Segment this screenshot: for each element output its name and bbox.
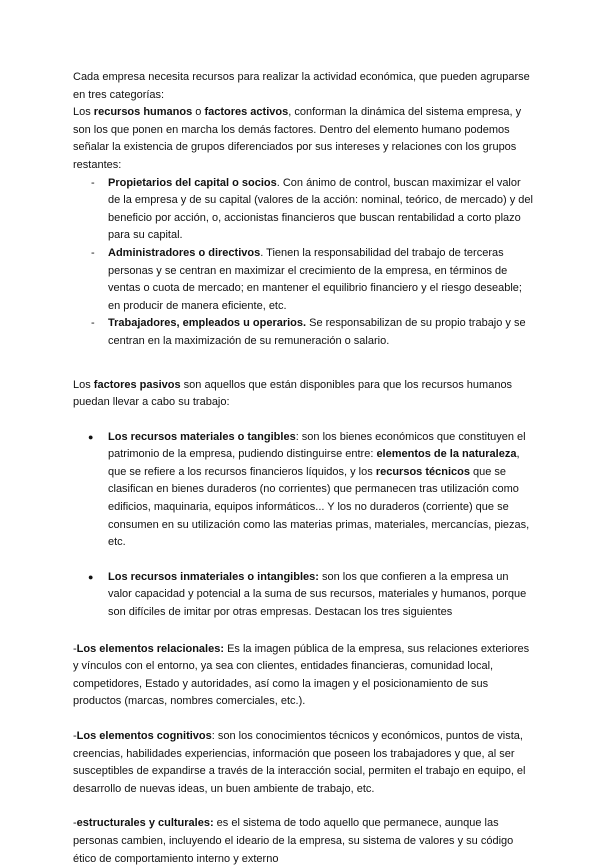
- item-text: . Con ánimo de control, buscan maximizar el valor de la empresa y de su capital (valores de la acción: nominal, teórico, de mercado) y del beneficio por acción, o, accionistas financieros que buscan rentabilidad a corto plazo para su capital.: [108, 176, 533, 242]
- text-run: Los: [73, 106, 94, 119]
- term-elementos-relacionales: Los elementos relacionales:: [76, 642, 225, 655]
- list-item-tangibles: [73, 429, 535, 552]
- item-text: , que se refiere a los recursos financieros líquidos, y los: [108, 448, 520, 478]
- text-run: o: [192, 106, 205, 119]
- intro-paragraph: Cada empresa necesita recursos para realizar la actividad económica, que pueden agruparse en tres categorías:: [73, 71, 530, 101]
- term-elementos-naturaleza: elementos de la naturaleza: [376, 448, 517, 461]
- item-title: Trabajadores, empleados u operarios.: [108, 317, 307, 330]
- item-title: Los recursos inmateriales o intangibles:: [108, 570, 319, 583]
- spacer: [73, 351, 535, 377]
- item-text: : son los bienes económicos que constituyen el patrimonio de la empresa, pudiendo distinguirse entre:: [108, 430, 526, 461]
- item-text: . Tienen la responsabilidad del trabajo de terceras personas y se centran en maximizar el crecimiento de la empresa, en términos de ventas o cuota de mercado; en mantener el equilibrio financiero y el riesgo deseable; en producir de manera eficiente, etc.: [108, 246, 522, 312]
- pasivos-list: [73, 429, 535, 622]
- culturales-paragraph: [73, 815, 535, 868]
- term-factores-pasivos: factores pasivos: [93, 378, 181, 391]
- recursos-humanos-paragraph: [73, 104, 535, 174]
- list-item-intangibles: [73, 569, 535, 622]
- item-title: Propietarios del capital o socios: [108, 176, 277, 189]
- text-run: Es la imagen pública de la empresa, sus relaciones exteriores y vínculos con el entorno, ya sea con clientes, entidades financieras, comunidad local, competidores, Estado y autoridades, así como la imagen y el posicionamiento de sus productos (marcas, nombres comerciales, etc.).: [73, 642, 530, 708]
- text-run: , conforman la dinámica del sistema empresa, y son los que ponen en marcha los demás factores. Dentro del elemento humano podemos señalar la existencia de grupos diferenciados por sus intereses y relaciones con los grupos restantes:: [73, 106, 522, 171]
- dash-marker: -: [73, 730, 77, 742]
- item-text: Se responsabilizan de su propio trabajo y se centran en la maximización de su remuneración o salario.: [108, 317, 526, 347]
- stakeholder-groups-list: [73, 175, 535, 351]
- term-recursos-humanos: recursos humanos: [93, 106, 193, 119]
- dash-marker: -: [73, 642, 77, 655]
- relacionales-paragraph: [73, 641, 535, 711]
- term-factores-activos: factores activos: [204, 106, 289, 119]
- factores-pasivos-paragraph: [73, 377, 535, 412]
- cognitivos-paragraph: [73, 728, 535, 798]
- item-text: son los que confieren a la empresa un valor capacidad y potencial a la suma de sus recursos, materiales y humanos, porque son difíciles de imitar por otras empresas. Destacan los tres siguientes: [108, 570, 527, 619]
- list-item-administradores: [73, 245, 535, 315]
- spacer: [73, 412, 535, 429]
- term-recursos-tecnicos: recursos técnicos: [375, 465, 470, 478]
- item-title: Los recursos materiales o tangibles: [108, 430, 296, 443]
- spacer: [73, 711, 535, 728]
- document-body: [73, 69, 535, 868]
- text-run: son aquellos que están disponibles para que los recursos humanos puedan llevar a cabo su trabajo:: [73, 378, 513, 409]
- item-text: que se clasifican en bienes duraderos (no corrientes) que permanecen tras utilización como edificios, maquinaria, equipos informáticos... Y los no duraderos (corriente) que se consumen en su utilización como las materias primas, materiales, mercancías, piezas, etc.: [108, 465, 530, 549]
- item-title: Administradores o directivos: [108, 246, 261, 259]
- list-item-trabajadores: [73, 315, 535, 350]
- dash-marker: -: [73, 817, 77, 830]
- list-item-propietarios: [73, 175, 535, 245]
- text-run: : son los conocimientos técnicos y económicos, puntos de vista, creencias, habilidades experiencias, información que poseen los trabajadores y que, al ser susceptibles de expandirse a través de la interacción social, permiten el trabajo en equipo, el desarrollo de nuevas ideas, un buen ambiente de trabajo, etc.: [73, 730, 526, 795]
- term-estructurales-culturales: estructurales y culturales:: [76, 817, 214, 830]
- term-elementos-cognitivos: Los elementos cognitivos: [76, 730, 212, 742]
- spacer: [73, 798, 535, 815]
- spacer: [73, 622, 535, 641]
- text-run: es el sistema de todo aquello que permanece, aunque las personas cambien, incluyendo el ideario de la empresa, su sistema de valores y su código ético de comportamiento interno y externo: [73, 817, 514, 865]
- text-run: Los: [73, 378, 94, 391]
